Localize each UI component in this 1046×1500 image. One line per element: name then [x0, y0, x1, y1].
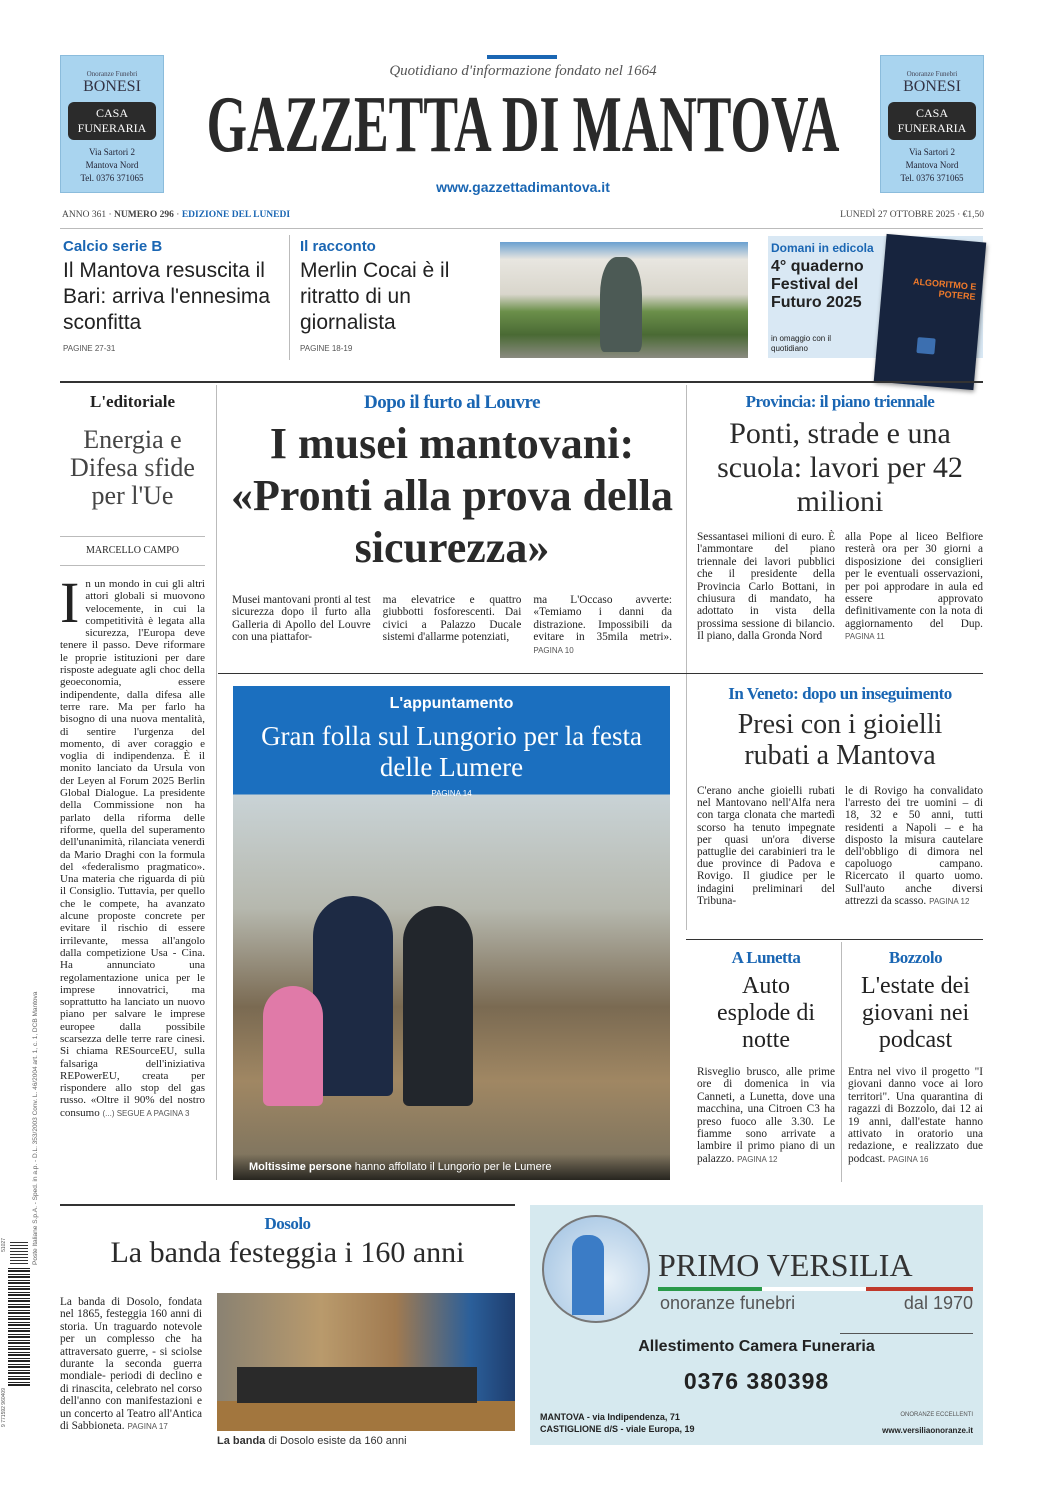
ad-address: Mantova Nord	[905, 160, 959, 170]
ad-bonesi-right[interactable]	[880, 55, 984, 193]
ad-address: Via Sartori 2	[89, 147, 135, 157]
edition-info: ANNO 361 · NUMERO 296 · EDIZIONE DEL LUNEDI	[62, 210, 291, 220]
lunetta-title: Auto esplode di notte	[717, 973, 815, 1053]
provincia-article[interactable]	[697, 392, 983, 644]
lock-icon	[916, 337, 935, 355]
page-ref: PAGINA 12	[737, 1154, 778, 1164]
date-price: LUNEDÌ 27 OTTOBRE 2025 · €1,50	[840, 210, 984, 220]
ad-badge: ONORANZE ECCELLENTI	[900, 1412, 973, 1418]
lunetta-article[interactable]	[697, 948, 835, 1166]
teaser-kicker: Calcio serie B	[63, 238, 163, 255]
divider	[60, 536, 205, 537]
ad-name: PRIMO VERSILIA	[658, 1247, 913, 1283]
promo-title: 4° quaderno Festival del Futuro 2025	[771, 258, 864, 311]
photo-statue	[500, 242, 748, 358]
ad-phone: Tel. 0376 371065	[80, 173, 144, 183]
veneto-title: Presi con i gioielli rubati a Mantova	[737, 709, 943, 771]
ad-phone: 0376 380398	[683, 1368, 830, 1394]
bozzolo-article[interactable]	[848, 948, 983, 1166]
teaser-kicker: Il racconto	[300, 238, 376, 255]
editorial-text: In un mondo in cui gli altri attori globali si muovono velocemente, in cui la competitività è legata alla sicurezza, l'Europa deve tenere il passo. Deve riformare le proprie istituzioni per dare risposte adeguate agli choc della geoeconomia, essere indipendente, dalla difesa alle terre rare. Ma per farlo ha bisogno di una nuova mentalità, di sentire l'urgenza del momento, di aver coraggio e voglia di indipendenza. È il monito lanciato da Ursula von der Leyen al Forum 2025 Berlin Global Dialogue. La presidente della Commissione non ha parlato della riforma delle riforme, quella del superamento dell'unanimità, rilanciata venerdì da Mario Draghi con la formula del «federalismo pragmatico». Una materia che riguarda di più il Consiglio. Tuttavia, per quello che le compete, ha avanzato alcune proposte concrete per evitare il rischio di essere irrilevante, messa all'angolo dalla competizione Usa - Cina. Ha annunciato una regolamentazione unica per le imprese innovatrici, ma soprattutto ha lanciato un nuovo piano per salvare le imprese europee dalla possibile scarsezza delle terre rare cinesi. Si chiama RESourceEU, sulla falsariga dell'iniziativa REPowerEU, creata per rispondere allo stop del gas russo. «Oltre il 90% del nostro consumo (...) SEGUE A PAGINA 3	[60, 570, 205, 1119]
website-link[interactable]: www.gazzettadimantova.it	[436, 179, 610, 195]
editorial-title: Energia e Difesa sfide per l'Ue	[70, 425, 195, 510]
provincia-kicker: Provincia: il piano triennale	[745, 392, 935, 411]
page-ref: PAGINA 17	[127, 1422, 168, 1432]
photo-band	[217, 1293, 515, 1431]
ad-service: Allestimento Camera Funeraria	[638, 1338, 875, 1355]
musicians-shape	[237, 1367, 477, 1403]
ad-badge: CASA FUNERARIA	[68, 102, 156, 140]
lumere-caption: Moltissime persone hanno affollato il Lungorio per le Lumere	[233, 1154, 670, 1180]
teaser-pages: PAGINE 18-19	[300, 344, 353, 353]
ad-primo-versilia[interactable]	[530, 1205, 983, 1445]
barcode	[8, 1268, 30, 1386]
divider	[289, 235, 290, 360]
editorial-author: MARCELLO CAMPO	[85, 545, 180, 556]
veneto-text: C'erano anche gioielli rubati nel Mantovano nell'Alfa nera con targa clonata che martedì scorso ha tenuto impegnate per quasi un'ora diverse pattuglie dei carabinieri tra le due province di Padova e Rovigo. Il giudice per le indagini preliminari del Tribuna-	[697, 785, 835, 907]
divider	[60, 228, 983, 229]
ad-subtitle: Onoranze Funebri	[906, 70, 958, 78]
ad-badge: CASA FUNERARIA	[888, 102, 976, 140]
divider	[686, 939, 983, 940]
person-shape	[313, 896, 393, 1096]
statue-shape	[600, 257, 642, 352]
ad-address: Mantova Nord	[85, 160, 139, 170]
provincia-columns	[697, 531, 983, 644]
person-shape	[403, 906, 473, 1106]
continue-link[interactable]: (...) SEGUE A PAGINA 3	[102, 1108, 190, 1118]
lunetta-kicker: A Lunetta	[731, 948, 801, 967]
veneto-article[interactable]	[697, 684, 983, 908]
page-ref: PAGINA 11	[845, 632, 885, 642]
dosolo-text: La banda di Dosolo, fondata nel 1865, festeggia 160 anni di storia. Un traguardo notevole per un complesso che ha attraversato guerre, - si sciolse durante la seconda guerra mondiale- periodi di declino e di rinascita, celebrato nel corso dell'anno con manifestazioni e un concerto al Teatro all'Antica di Sabbioneta.	[60, 1296, 202, 1433]
masthead-title: GAZZETTA DI MANTOVA	[206, 81, 840, 170]
dosolo-caption: La banda di Dosolo esiste da 160 anni	[217, 1435, 407, 1447]
teaser-calcio[interactable]	[63, 238, 285, 353]
editorial[interactable]	[60, 392, 205, 1120]
ad-since: dal 1970	[903, 1293, 973, 1313]
silhouette-shape	[572, 1235, 604, 1315]
divider	[218, 673, 983, 674]
divider	[686, 385, 687, 930]
ad-subtitle: Onoranze Funebri	[86, 70, 138, 78]
veneto-text: le di Rovigo ha convalidato l'arresto dei tre uomini – di 18, 32 e 50 anni, tutti residenti a Napoli – e ha disposto la misura cautelare dell'obbligo di dimora nel capoluogo campano. Ricercato il quarto uomo. Sull'auto anche diversi attrezzi da scasso.	[845, 785, 983, 907]
flag-stripe	[658, 1287, 973, 1291]
bozzolo-title: L'estate dei giovani nei podcast	[861, 973, 970, 1053]
lumere-kicker: L'appuntamento	[389, 695, 514, 712]
stage-shape	[217, 1401, 515, 1431]
masthead-accent	[487, 55, 557, 59]
divider	[60, 565, 205, 566]
lumere-article[interactable]	[233, 686, 670, 1180]
dosolo-title: La banda festeggia i 160 anni	[110, 1236, 465, 1269]
divider	[216, 385, 217, 1180]
provincia-text: alla Pope al liceo Belfiore resterà ora per 30 giorni a disposizione dei consiglieri per le eventuali osservazioni, per poi approdare in aula ed essere approvato definitivamente con la nota di aggiornamento del Dup.	[845, 531, 983, 630]
promo-cover	[874, 234, 987, 390]
lead-text: ma elevatrice e quattro giubbotti fosforescenti. Dai civici a Palazzo Ducale sistemi d'allarme potenziati,	[382, 594, 522, 644]
issue-code: 51027	[1, 1238, 7, 1252]
lead-title: I musei mantovani: «Pronti alla prova della sicurezza»	[230, 419, 674, 572]
teaser-racconto[interactable]	[300, 238, 485, 353]
lunetta-text: Risveglio brusco, alle prime ore di domenica in via Canneti, a Lunetta, dove una macchina, una Citroen C3 ha preso fuoco alle 3.30. Le fiamme sono arrivate a lambire il primo piano di un palazzo.	[697, 1066, 835, 1165]
lead-kicker: Dopo il furto al Louvre	[363, 392, 541, 413]
barcode-number: 9 771592 960409	[1, 1388, 7, 1427]
postal-notice: Poste Italiane S.p.A. - Sped. in a.p. - D.L. 353/2003 Conv. L. 46/2004 art. 1, c. 1, DCB Mantova	[32, 991, 39, 1265]
divider	[60, 1204, 515, 1206]
cover-title: ALGORITMO E POTERE	[912, 276, 977, 302]
divider	[60, 381, 983, 383]
ad-brand: BONESI	[903, 78, 961, 95]
barcode-addon	[10, 1240, 28, 1264]
editorial-label: L'editoriale	[90, 392, 175, 411]
provincia-title: Ponti, strade e una scuola: lavori per 42 milioni	[717, 417, 963, 518]
provincia-text: Sessantasei milioni di euro. È l'ammontare del piano triennale dei lavori pubblici che il presidente della Provincia Carlo Bottani, in chiusura di mandato, ha adottato in vista della prossima sessione di bilancio. Il piano, dalla Gronda Nord	[697, 531, 835, 643]
lead-columns	[222, 594, 682, 657]
dosolo-article[interactable]	[60, 1214, 515, 1447]
ad-phone: Tel. 0376 371065	[900, 173, 964, 183]
promo-note: in omaggio con il quotidiano	[771, 334, 832, 353]
lumere-title: Gran folla sul Lungorio per la festa delle Lumere	[261, 721, 642, 782]
veneto-kicker: In Veneto: dopo un inseguimento	[728, 684, 952, 703]
promo-kicker: Domani in edicola	[771, 241, 874, 255]
ad-brand: BONESI	[83, 78, 141, 95]
teaser-title: Merlin Cocai è il ritratto di un giornalista	[300, 259, 450, 334]
page-ref: PAGINA 10	[533, 645, 574, 655]
divider	[840, 1333, 973, 1334]
veneto-columns	[697, 785, 983, 908]
bozzolo-text: Entra nel vivo il progetto "I giovani danno voce ai loro territori". Una quarantina di ragazzi di Bozzolo, dai 12 ai 19 anni, dall'estate hanno attivato in oratorio una redazione, e realizzato due podcast.	[848, 1066, 983, 1165]
teaser-title: Il Mantova resuscita il Bari: arriva l'ennesima sconfitta	[63, 259, 271, 334]
teaser-pages: PAGINE 27-31	[63, 344, 116, 353]
ad-address: Via Sartori 2	[909, 147, 955, 157]
ad-bonesi-left[interactable]	[60, 55, 164, 193]
bozzolo-kicker: Bozzolo	[888, 948, 943, 967]
lead-article[interactable]	[222, 392, 682, 657]
dropcap: I	[60, 570, 80, 635]
ad-addresses: MANTOVA - via Indipendenza, 71 CASTIGLIONE d/S - viale Europa, 19	[540, 1412, 695, 1434]
dosolo-kicker: Dosolo	[264, 1214, 311, 1233]
ad-subtitle: onoranze funebri	[660, 1293, 796, 1313]
ad-url[interactable]: www.versiliaonoranze.it	[882, 1426, 973, 1435]
page-ref: PAGINA 12	[929, 896, 970, 906]
page-ref: PAGINA 14	[431, 789, 472, 798]
masthead-tagline: Quotidiano d'informazione fondato nel 1664	[389, 63, 657, 79]
lead-text: Musei mantovani pronti al test sicurezza dopo il furto alla Galleria di Apollo del Louvre con una piattafor-	[232, 594, 371, 644]
divider	[841, 942, 842, 1182]
child-shape	[263, 986, 323, 1106]
ad-logo	[542, 1215, 650, 1323]
lead-text: ma L'Occaso avverte: «Temiamo i danni da distrazione. Impossibili da evitare in 35mila metri».	[533, 594, 673, 644]
page-ref: PAGINA 16	[888, 1154, 929, 1164]
